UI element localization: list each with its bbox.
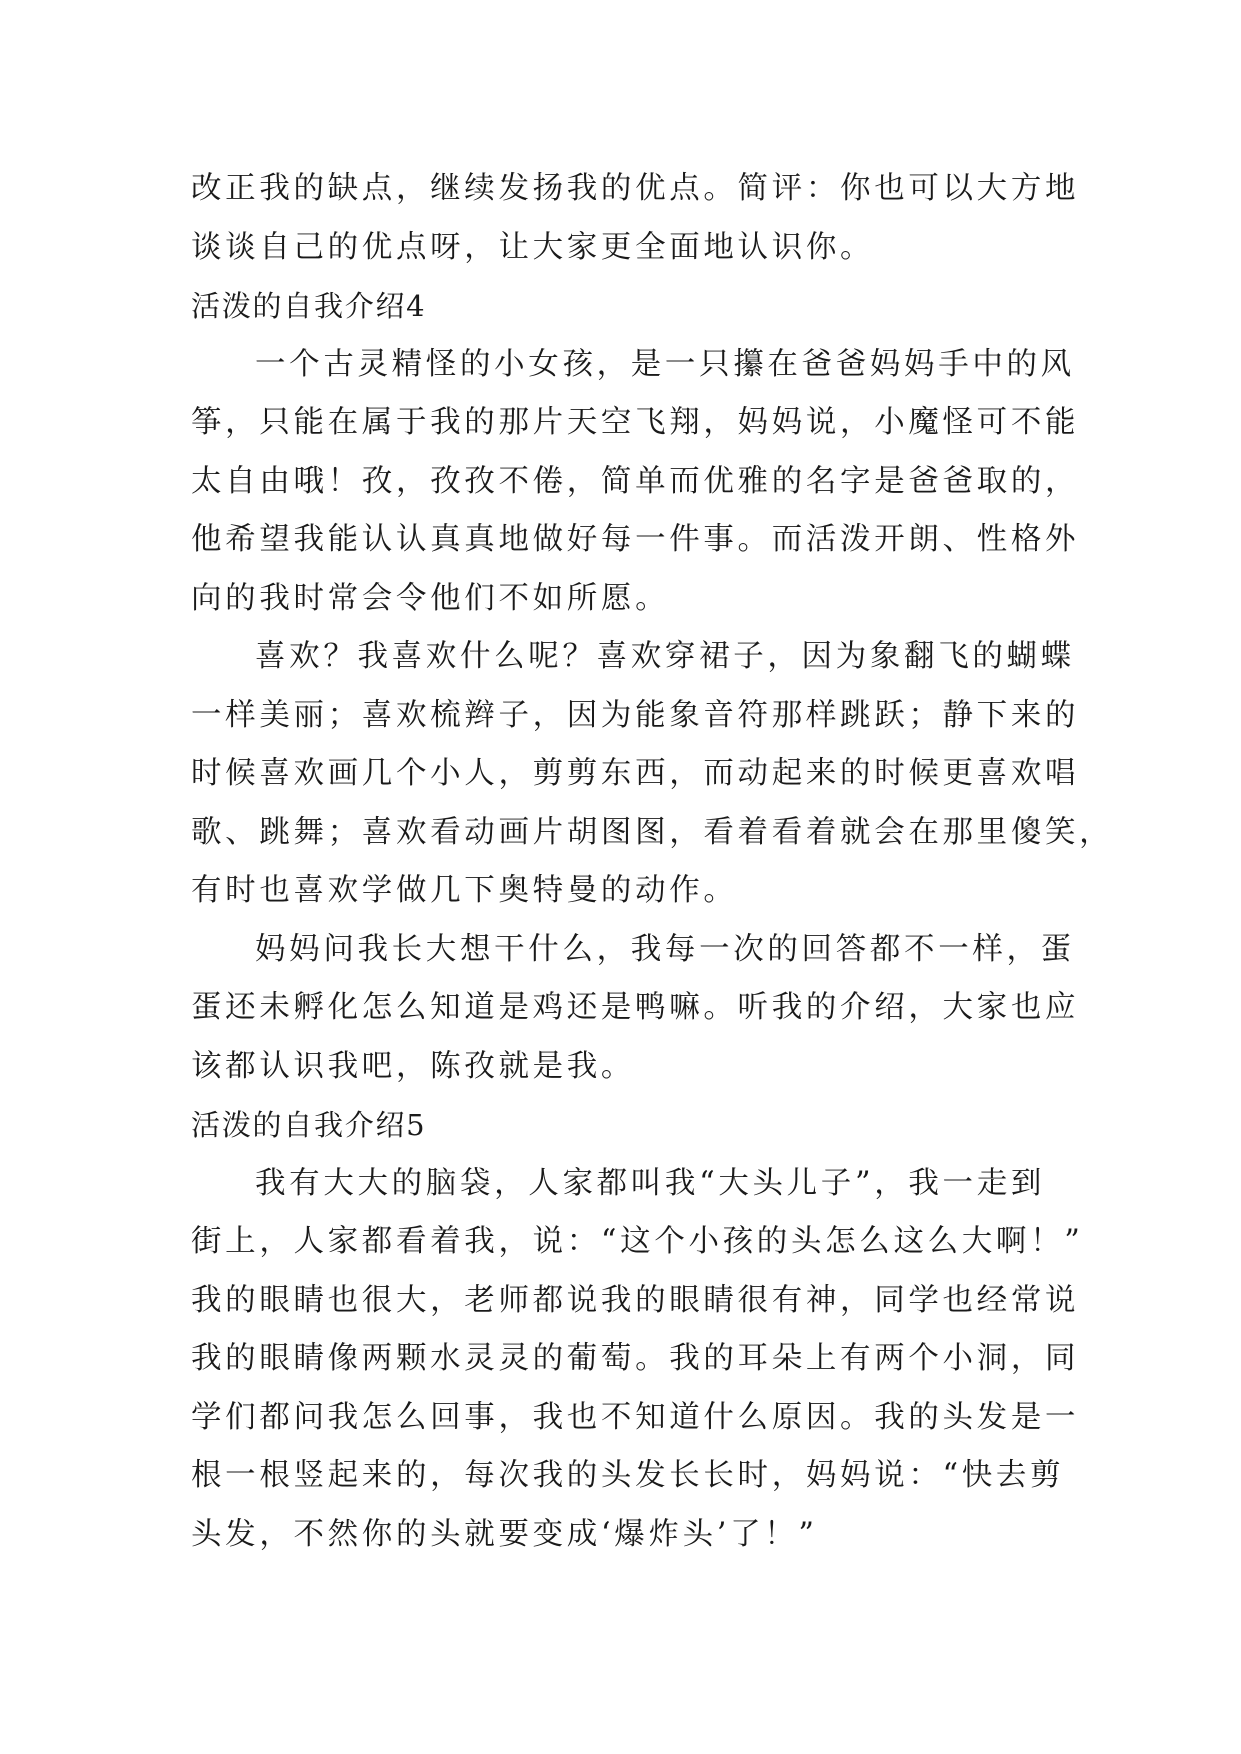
- text-line: 蛋还未孵化怎么知道是鸡还是鸭嘛。听我的介绍，大家也应: [191, 990, 1080, 1025]
- text-line: 该都认识我吧，陈孜就是我。: [191, 1048, 636, 1084]
- text-line: 根一根竖起来的，每次我的头发长长时，妈妈说：“快去剪: [191, 1458, 1065, 1493]
- text-line: 一样美丽；喜欢梳辫子，因为能象音符那样跳跃；静下来的: [191, 697, 1080, 733]
- text-line: 谈谈自己的优点呀，让大家更全面地认识你。: [191, 229, 875, 265]
- text-line: 学们都问我怎么回事，我也不知道什么原因。我的头发是一: [191, 1399, 1080, 1435]
- text-line: 妈妈问我长大想干什么，我每一次的回答都不一样，蛋: [255, 931, 1075, 967]
- text-line: 时候喜欢画几个小人，剪剪东西，而动起来的时候更喜欢唱: [191, 756, 1080, 791]
- text-line: 筝，只能在属于我的那片天空飞翔，妈妈说，小魔怪可不能: [191, 405, 1080, 440]
- text-line: 喜欢？我喜欢什么呢？喜欢穿裙子，因为象翻飞的蝴蝶: [255, 639, 1075, 674]
- text-line: 他希望我能认认真真地做好每一件事。而活泼开朗、性格外: [191, 522, 1080, 557]
- text-line: 有时也喜欢学做几下奥特曼的动作。: [191, 873, 738, 908]
- section-heading: 活泼的自我介绍4: [191, 289, 427, 323]
- text-line: 向的我时常会令他们不如所愿。: [191, 580, 670, 616]
- text-line: 太自由哦！孜，孜孜不倦，简单而优雅的名字是爸爸取的，: [191, 463, 1080, 499]
- text-line: 我的眼睛也很大，老师都说我的眼睛很有神，同学也经常说: [191, 1282, 1080, 1318]
- section-heading: 活泼的自我介绍5: [191, 1108, 427, 1142]
- text-line: 歌、跳舞；喜欢看动画片胡图图，看着看着就会在那里傻笑，: [191, 814, 1114, 850]
- text-line: 头发，不然你的头就要变成‘爆炸头’了！”: [191, 1516, 818, 1552]
- document-page: [191, 160, 1114, 1564]
- text-line: 我的眼睛像两颗水灵灵的葡萄。我的耳朵上有两个小洞，同: [191, 1341, 1080, 1376]
- text-line: 一个古灵精怪的小女孩，是一只攥在爸爸妈妈手中的风: [255, 346, 1075, 382]
- text-line: 改正我的缺点，继续发扬我的优点。简评：你也可以大方地: [191, 171, 1080, 206]
- text-line: 我有大大的脑袋，人家都叫我“大头儿子”，我一走到: [255, 1165, 1046, 1201]
- text-line: 街上，人家都看着我，说：“这个小孩的头怎么这么大啊！”: [191, 1224, 1084, 1259]
